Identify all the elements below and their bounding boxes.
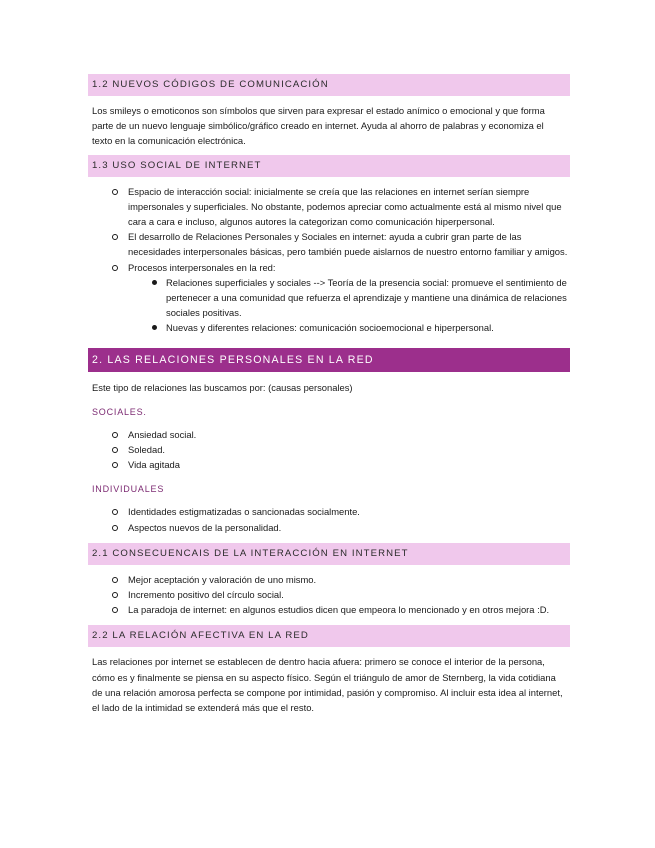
list-uso-social	[88, 184, 570, 336]
hollow-bullet-icon	[112, 525, 118, 531]
list-item: El desarrollo de Relaciones Personales y Sociales en internet: ayuda a cubrir gran parte de las necesidades interpersonales básicas, pero también puede aislarnos de nuestro entorno familiar y amigos.	[112, 229, 570, 259]
list-consecuencias	[88, 572, 570, 618]
paragraph-emoticons: Los smileys o emoticonos son símbolos que sirven para expresar el estado anímico o emocional y que forma parte de un nuevo lenguaje simbólico/gráfico creado en internet. Ayuda al ahorro de palabras y economiza el texto en la comunicación electrónica.	[92, 105, 545, 147]
sublist-procesos	[128, 275, 570, 336]
paragraph-intro: Este tipo de relaciones las buscamos por: (causas personales)	[92, 381, 353, 393]
list-item: Espacio de interacción social: inicialmente se creía que las relaciones en internet serían siempre impersonales y superficiales. No obstante, podemos apreciar como actualmente está al mismo nivel que cara a cara e incluso, algunos autores la categorizan como comunicación hiperpersonal.	[112, 184, 570, 230]
hollow-bullet-icon	[112, 234, 118, 240]
hollow-bullet-icon	[112, 447, 118, 453]
list-item: Mejor aceptación y valoración de uno mismo.	[112, 572, 570, 587]
filled-bullet-icon	[152, 280, 157, 285]
list-item: Incremento positivo del círculo social.	[112, 587, 570, 602]
hollow-bullet-icon	[112, 592, 118, 598]
filled-bullet-icon	[152, 325, 157, 330]
list-sociales	[88, 427, 570, 473]
list-item: Aspectos nuevos de la personalidad.	[112, 520, 570, 535]
hollow-bullet-icon	[112, 509, 118, 515]
list-item: Procesos interpersonales en la red: Relaciones superficiales y sociales --> Teoría de la presencia social: promueve el sentimiento de pertenecer a una comunidad que refuerza el aprendizaje y mantiene una dinámica de relaciones sociales positivas. Nuevas y diferentes relaciones: comunicación socioemocional e hiperpersonal.	[112, 260, 570, 336]
hollow-bullet-icon	[112, 607, 118, 613]
list-item: Relaciones superficiales y sociales --> Teoría de la presencia social: promueve el sentimiento de pertenecer a una comunidad que refuerza el aprendizaje y mantiene una dinámica de relaciones sociales positivas.	[152, 275, 570, 321]
section-heading-1-3: 1.3 USO SOCIAL DE INTERNET	[88, 155, 570, 177]
paragraph-relacion-afectiva: Las relaciones por internet se establecen de dentro hacia afuera: primero se conoce el interior de la persona, cómo es y finalmente se piensa en su aspecto físico. Según el triángulo de amor de Sternberg, la vida cotidiana de una relación amorosa perfecta se compone por intimidad, pasión y compromiso. Al incluir esta idea al internet, el lado de la intimidad se extenderá más que el resto.	[92, 656, 563, 714]
hollow-bullet-icon	[112, 189, 118, 195]
hollow-bullet-icon	[112, 577, 118, 583]
list-item: Vida agitada	[112, 457, 570, 472]
list-item: Nuevas y diferentes relaciones: comunicación socioemocional e hiperpersonal.	[152, 320, 570, 335]
list-item: Soledad.	[112, 442, 570, 457]
list-item: Identidades estigmatizadas o sancionadas socialmente.	[112, 504, 570, 519]
list-individuales	[88, 504, 570, 534]
document-page	[88, 74, 570, 715]
list-item: Ansiedad social.	[112, 427, 570, 442]
section-heading-2-1: 2.1 CONSECUENCAIS DE LA INTERACCIÓN EN INTERNET	[88, 543, 570, 565]
section-heading-2-2: 2.2 LA RELACIÓN AFECTIVA EN LA RED	[88, 625, 570, 647]
hollow-bullet-icon	[112, 265, 118, 271]
sublabel-individuales: INDIVIDUALES	[92, 484, 165, 495]
section-heading-2: 2. LAS RELACIONES PERSONALES EN LA RED	[88, 348, 570, 372]
list-item: La paradoja de internet: en algunos estudios dicen que empeora lo mencionado y en otros mejora :D.	[112, 602, 570, 617]
hollow-bullet-icon	[112, 432, 118, 438]
hollow-bullet-icon	[112, 462, 118, 468]
sublabel-sociales: SOCIALES.	[92, 406, 147, 417]
section-heading-1-2: 1.2 NUEVOS CÓDIGOS DE COMUNICACIÓN	[88, 74, 570, 96]
